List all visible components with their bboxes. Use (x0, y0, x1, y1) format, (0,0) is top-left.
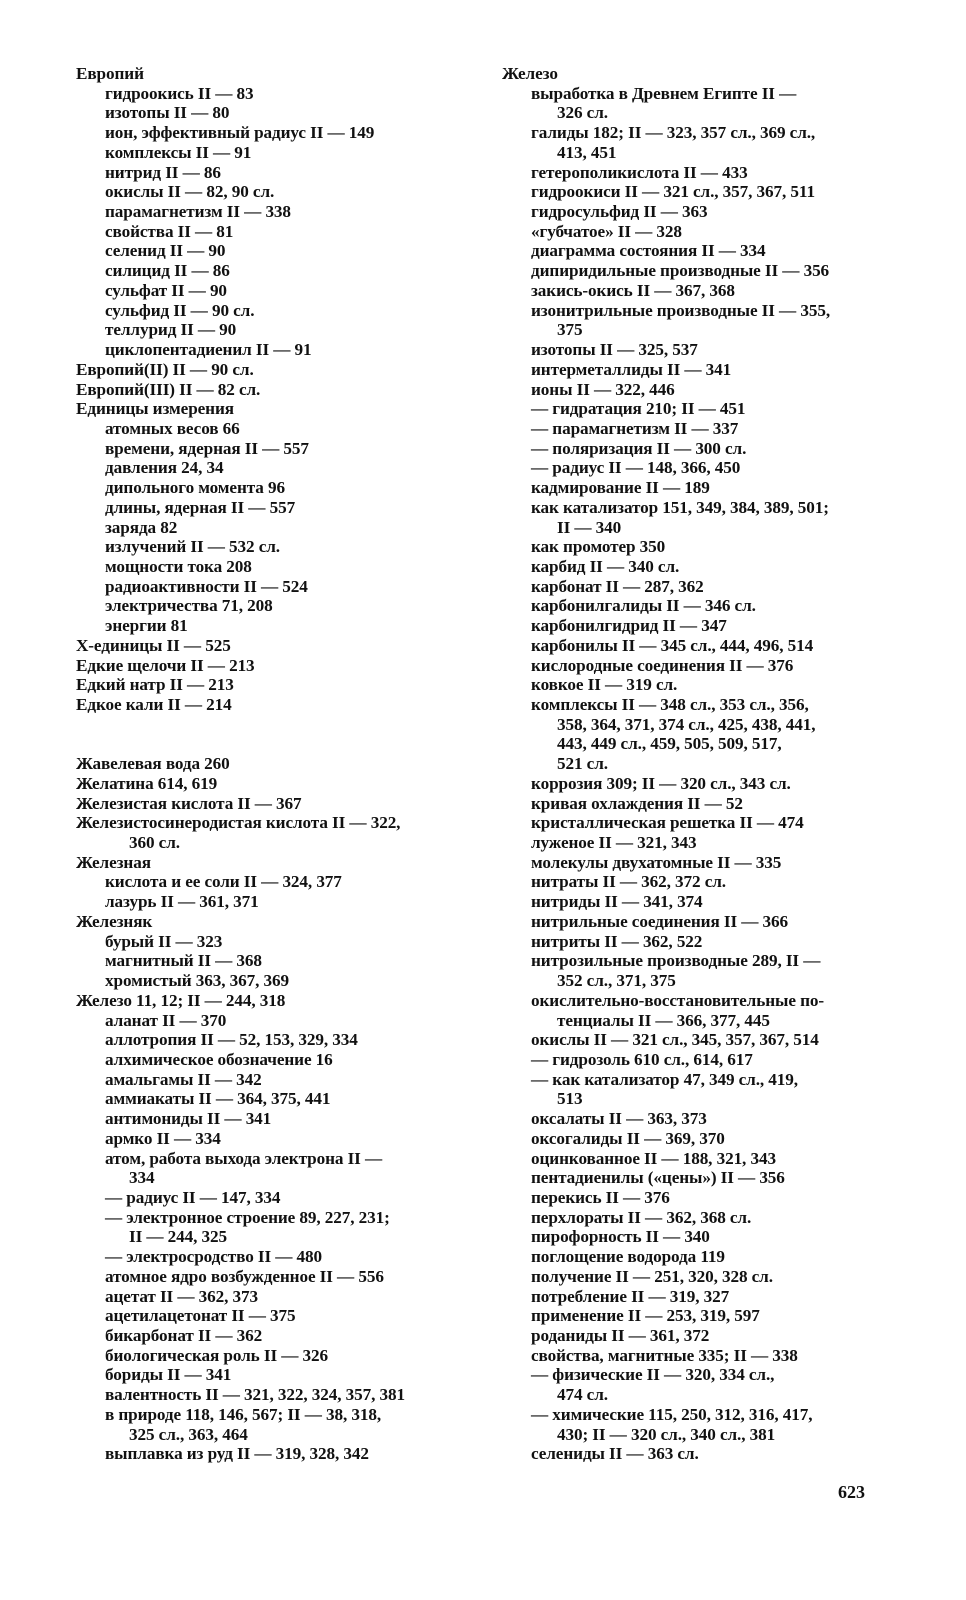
index-subentry: излучений II — 532 сл. (105, 537, 280, 557)
index-continuation: 513 (557, 1089, 583, 1109)
index-subentry: карбонилгидрид II — 347 (531, 616, 727, 636)
index-entry-heading: Железистая кислота II — 367 (76, 793, 302, 813)
index-subentry: электричества 71, 208 (105, 596, 273, 616)
index-subentry: мощности тока 208 (105, 556, 252, 576)
index-subentry: карбид II — 340 сл. (531, 556, 680, 576)
index-subentry: биологическая роль II — 326 (105, 1345, 328, 1365)
index-subentry: как катализатор 151, 349, 384, 389, 501; (531, 497, 829, 517)
index-subentry: карбонат II — 287, 362 (531, 576, 704, 596)
index-subentry: нитрид II — 86 (105, 162, 221, 182)
index-subentry: — химические 115, 250, 312, 316, 417, (531, 1404, 813, 1424)
index-subentry: поглощение водорода 119 (531, 1247, 725, 1267)
index-subentry: — радиус II — 148, 366, 450 (531, 458, 741, 478)
index-entry-heading: Едкое кали II — 214 (76, 695, 232, 714)
index-subentry: карбонилы II — 345 сл., 444, 496, 514 (531, 635, 814, 655)
index-subentry: оцинкованное II — 188, 321, 343 (531, 1148, 776, 1168)
index-column-right (502, 64, 882, 1464)
index-subentry: энергии 81 (105, 616, 188, 636)
index-subentry: коррозия 309; II — 320 сл., 343 сл. (531, 773, 791, 793)
index-entry-heading: Железняк (76, 911, 153, 931)
index-subentry: свойства II — 81 (105, 221, 234, 241)
index-subentry: — как катализатор 47, 349 сл., 419, (531, 1069, 798, 1089)
index-continuation: 360 сл. (129, 833, 180, 853)
index-subentry: применение II — 253, 319, 597 (531, 1306, 760, 1326)
index-subentry: роданиды II — 361, 372 (531, 1326, 710, 1345)
index-continuation: II — 244, 325 (129, 1227, 228, 1247)
index-subentry: хромистый 363, 367, 369 (105, 971, 289, 991)
index-subentry: — гидратация 210; II — 451 (531, 399, 746, 419)
index-entry-heading: Железо (502, 64, 558, 83)
index-entry-heading: Железистосинеродистая кислота II — 322, (76, 813, 401, 833)
index-subentry: оксогалиды II — 369, 370 (531, 1128, 725, 1148)
index-subentry: нитрозильные производные 289, II — (531, 951, 821, 971)
index-continuation: тенциалы II — 366, 377, 445 (557, 1010, 770, 1030)
index-subentry: получение II — 251, 320, 328 сл. (531, 1266, 773, 1286)
index-subentry: бориды II — 341 (105, 1365, 232, 1385)
index-subentry: интерметаллиды II — 341 (531, 359, 732, 379)
index-entry-heading: Европий(II) II — 90 сл. (76, 359, 254, 379)
index-entry-heading: Европий (76, 64, 144, 83)
index-subentry: силицид II — 86 (105, 261, 230, 281)
index-subentry: теллурид II — 90 (105, 320, 237, 340)
index-subentry: перхлораты II — 362, 368 сл. (531, 1207, 752, 1227)
index-subentry: гидроокиси II — 321 сл., 357, 367, 511 (531, 182, 815, 202)
index-subentry: окислы II — 82, 90 сл. (105, 182, 275, 202)
index-entry-heading: Единицы измерения (76, 399, 234, 419)
index-subentry: молекулы двухатомные II — 335 (531, 852, 782, 872)
index-subentry: сульфат II — 90 (105, 280, 227, 300)
index-subentry: атом, работа выхода электрона II — (105, 1148, 383, 1168)
index-subentry: карбонилгалиды II — 346 сл. (531, 596, 756, 616)
index-subentry: пентадиенилы («цены») II — 356 (531, 1168, 785, 1188)
index-subentry: — гидрозоль 610 сл., 614, 617 (531, 1049, 753, 1069)
index-subentry: кристаллическая решетка II — 474 (531, 813, 804, 833)
index-subentry: алхимическое обозначение 16 (105, 1049, 333, 1069)
index-subentry: аланат II — 370 (105, 1010, 227, 1030)
index-subentry: изотопы II — 325, 537 (531, 340, 698, 360)
index-subentry: кислородные соединения II — 376 (531, 655, 794, 675)
blank-line (76, 715, 476, 735)
index-subentry: ацетат II — 362, 373 (105, 1286, 258, 1306)
index-subentry: галиды 182; II — 323, 357 сл., 369 сл., (531, 123, 816, 143)
index-subentry: кривая охлаждения II — 52 (531, 793, 743, 813)
index-subentry: селенид II — 90 (105, 241, 226, 261)
index-entry-heading: Едкие щелочи II — 213 (76, 655, 255, 675)
index-subentry: амальгамы II — 342 (105, 1069, 262, 1089)
index-subentry: в природе 118, 146, 567; II — 38, 318, (105, 1404, 382, 1424)
index-subentry: закись-окись II — 367, 368 (531, 280, 735, 300)
index-subentry: аллотропия II — 52, 153, 329, 334 (105, 1030, 358, 1050)
index-subentry: перекись II — 376 (531, 1187, 670, 1207)
index-subentry: свойства, магнитные 335; II — 338 (531, 1345, 798, 1365)
index-subentry: сульфид II — 90 сл. (105, 300, 255, 320)
index-subentry: как промотер 350 (531, 537, 666, 557)
index-subentry: магнитный II — 368 (105, 951, 262, 971)
index-subentry: гетерополикислота II — 433 (531, 162, 748, 182)
index-continuation: 413, 451 (557, 142, 617, 162)
index-subentry: потребление II — 319, 327 (531, 1286, 730, 1306)
index-subentry: парамагнетизм II — 338 (105, 202, 291, 222)
index-subentry: нитрильные соединения II — 366 (531, 911, 788, 931)
index-continuation: 334 (129, 1168, 155, 1188)
index-subentry: изотопы II — 80 (105, 103, 230, 123)
index-subentry: оксалаты II — 363, 373 (531, 1109, 707, 1129)
index-subentry: «губчатое» II — 328 (531, 221, 682, 241)
index-subentry: давления 24, 34 (105, 458, 224, 478)
index-continuation: 375 (557, 320, 583, 340)
index-subentry: аммиакаты II — 364, 375, 441 (105, 1089, 331, 1109)
index-subentry: армко II — 334 (105, 1128, 221, 1148)
index-subentry: бикарбонат II — 362 (105, 1326, 263, 1345)
index-subentry: комплексы II — 348 сл., 353 сл., 356, (531, 695, 809, 714)
index-subentry: ион, эффективный радиус II — 149 (105, 123, 375, 143)
index-subentry: нитриты II — 362, 522 (531, 931, 703, 951)
index-continuation: 430; II — 320 сл., 340 сл., 381 (557, 1424, 776, 1444)
index-subentry: заряда 82 (105, 517, 178, 537)
index-subentry: луженое II — 321, 343 (531, 833, 697, 853)
page-number: 623 (838, 1482, 865, 1502)
index-entry-heading: Жавелевая вода 260 (76, 754, 230, 774)
index-subentry: окислы II — 321 сл., 345, 357, 367, 514 (531, 1030, 819, 1050)
index-entry-heading: Железная (76, 852, 151, 872)
index-subentry: пирофорность II — 340 (531, 1227, 710, 1247)
index-subentry: окислительно-восстановительные по- (531, 990, 824, 1010)
index-subentry: — поляризация II — 300 сл. (531, 438, 747, 458)
index-subentry: гидросульфид II — 363 (531, 202, 708, 222)
index-subentry: нитриды II — 341, 374 (531, 892, 703, 912)
index-subentry: комплексы II — 91 (105, 142, 252, 162)
index-subentry: дипольного момента 96 (105, 478, 285, 498)
index-subentry: валентность II — 321, 322, 324, 357, 381 (105, 1385, 406, 1405)
index-subentry: ковкое II — 319 сл. (531, 675, 678, 695)
index-subentry: антимониды II — 341 (105, 1109, 272, 1129)
index-subentry: кислота и ее соли II — 324, 377 (105, 872, 342, 892)
index-subentry: лазурь II — 361, 371 (105, 892, 259, 912)
index-continuation: 358, 364, 371, 374 сл., 425, 438, 441, (557, 714, 816, 734)
index-subentry: радиоактивности II — 524 (105, 576, 308, 596)
index-subentry: диаграмма состояния II — 334 (531, 241, 766, 261)
index-subentry: — парамагнетизм II — 337 (531, 418, 739, 438)
index-subentry: выработка в Древнем Египте II — (531, 83, 797, 103)
index-subentry: кадмирование II — 189 (531, 478, 710, 498)
index-entry-heading: Желатина 614, 619 (76, 773, 218, 793)
index-continuation: 325 сл., 363, 464 (129, 1424, 248, 1444)
index-subentry: времени, ядерная II — 557 (105, 438, 309, 458)
index-continuation: II — 340 (557, 517, 622, 537)
index-column-left (76, 64, 476, 1464)
index-subentry: ионы II — 322, 446 (531, 379, 675, 399)
index-subentry: длины, ядерная II — 557 (105, 497, 296, 517)
index-continuation: 521 сл. (557, 754, 608, 774)
index-continuation: 443, 449 сл., 459, 505, 509, 517, (557, 734, 782, 754)
index-entry-heading: Едкий натр II — 213 (76, 675, 234, 695)
index-subentry: нитраты II — 362, 372 сл. (531, 872, 727, 892)
index-subentry: — физические II — 320, 334 сл., (531, 1365, 775, 1385)
blank-line (76, 734, 476, 754)
index-subentry: изонитрильные производные II — 355, (531, 300, 831, 320)
index-subentry: ацетилацетонат II — 375 (105, 1306, 296, 1326)
index-subentry: — радиус II — 147, 334 (105, 1187, 281, 1207)
index-subentry: циклопентадиенил II — 91 (105, 340, 312, 360)
index-continuation: 352 сл., 371, 375 (557, 971, 676, 991)
index-subentry: бурый II — 323 (105, 931, 223, 951)
index-subentry: гидроокись II — 83 (105, 83, 254, 103)
index-subentry: атомное ядро возбужденное II — 556 (105, 1266, 384, 1286)
index-subentry: атомных весов 66 (105, 418, 240, 438)
index-subentry: селениды II — 363 сл. (531, 1444, 699, 1464)
index-subentry: — электросродство II — 480 (105, 1247, 323, 1267)
index-continuation: 474 сл. (557, 1385, 608, 1405)
index-entry-heading: Европий(III) II — 82 сл. (76, 379, 261, 399)
index-subentry: — электронное строение 89, 227, 231; (105, 1207, 390, 1227)
index-subentry: дипиридильные производные II — 356 (531, 261, 830, 281)
index-continuation: 326 сл. (557, 103, 608, 123)
index-subentry: выплавка из руд II — 319, 328, 342 (105, 1444, 369, 1464)
index-entry-heading: X-единицы II — 525 (76, 635, 231, 655)
index-entry-heading: Железо 11, 12; II — 244, 318 (76, 990, 286, 1010)
